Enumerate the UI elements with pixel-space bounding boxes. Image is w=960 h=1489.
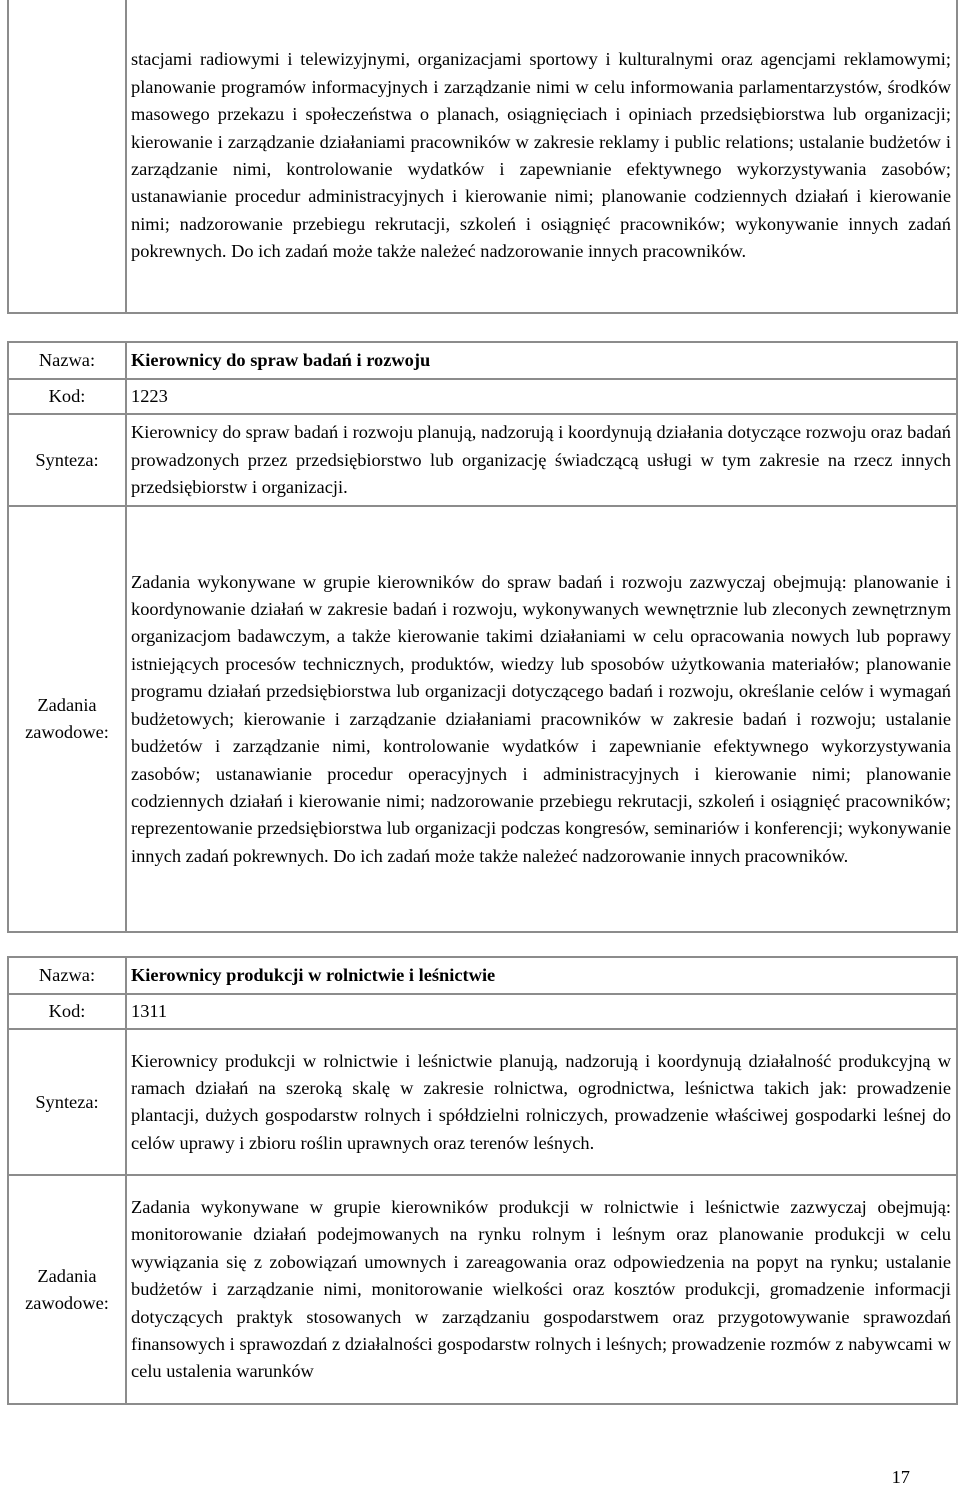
- continuation-text: stacjami radiowymi i telewizyjnymi, organizacjami sportowy i kulturalnymi oraz agencjami reklamowymi; planowanie programów informacyjnych i zarządzanie nimi w celu informowania parlamentarzystów, środków masowego przekazu i społeczeństwa o planach, osiągnięciach i opiniach przedsiębiorstwa lub organizacji; kierowanie i zarządzanie działaniami pracowników w zakresie reklamy i public relations; ustalanie budżetów i zarządzanie nimi, kontrolowanie wydatków i zapewnianie efektywnego wykorzystywania zasobów; ustanawianie procedur administracyjnych i kierowanie nimi; planowanie codziennych działań i kierowanie nimi; nadzorowanie przebiegu rekrutacji, szkoleń i osiągnięć pracowników; wykonywanie innych zadań pokrewnych. Do ich zadań może także należeć nadzorowanie innych pracowników.: [126, 0, 957, 313]
- tasks-label-line1: Zadania: [37, 1265, 97, 1286]
- synthesis-text: Kierownicy produkcji w rolnictwie i leśnictwie planują, nadzorują i koordynują działalność produkcyjną w ramach działań na szeroką skalę w zakresie rolnictwa, ogrodnictwa, leśnictwa takich jak: prowadzenie plantacji, dużych gospodarstw rolnych i spółdzielni rolniczych, prowadzenie właściwej gospodarki leśnej do celów uprawy i zbioru roślin uprawnych oraz terenów leśnych.: [126, 1029, 957, 1175]
- tasks-label-line2: zawodowe:: [25, 722, 109, 743]
- name-label: Nazwa:: [8, 957, 126, 994]
- code-label: Kod:: [8, 379, 126, 414]
- synthesis-label: Synteza:: [8, 1029, 126, 1175]
- name-label: Nazwa:: [8, 342, 126, 379]
- synthesis-label: Synteza:: [8, 414, 126, 506]
- tasks-label: [8, 506, 126, 932]
- occupation-name: Kierownicy do spraw badań i rozwoju: [126, 342, 957, 379]
- tasks-text: Zadania wykonywane w grupie kierowników produkcji w rolnictwie i leśnictwie zazwyczaj obejmują: monitorowanie działań podejmowanych na rynku rolnym i leśnym oraz planowanie produkcji w celu wywiązania się z zobowiązań umownych i zareagowania oraz odpowiedzenia na popyt na rynku; ustalanie budżetów i zarządzanie nimi, monitorowanie wielkości oraz kosztów produkcji, gromadzenie informacji dotyczących praktyk stosowanych w zarządzaniu gospodarstwem oraz przygotowywanie sprawozdań finansowych i sprawozdań z działalności gospodarstw rolnych i leśnych; prowadzenie rozmów z nabywcami w celu ustalenia warunków: [126, 1175, 957, 1404]
- page-number: 17: [891, 1467, 910, 1487]
- occupation-code: 1223: [126, 379, 957, 414]
- tasks-label: [8, 1175, 126, 1404]
- occupation-table-1311: [7, 956, 958, 1405]
- tasks-label-line1: Zadania: [37, 695, 97, 715]
- continuation-table: [7, 0, 958, 314]
- synthesis-text: Kierownicy do spraw badań i rozwoju planują, nadzorują i koordynują działania dotyczące rozwoju oraz badań prowadzonych przez przedsiębiorstwo lub organizację świadczącą usługi w tym zakresie na rzecz innych przedsiębiorstw i organizacji.: [126, 414, 957, 506]
- occupation-code: 1311: [126, 994, 957, 1029]
- occupation-table-1223: [7, 341, 958, 933]
- code-label: Kod:: [8, 994, 126, 1029]
- occupation-name: Kierownicy produkcji w rolnictwie i leśnictwie: [126, 957, 957, 994]
- tasks-label-line2: zawodowe:: [25, 1292, 109, 1313]
- empty-label-cell: [8, 0, 126, 313]
- tasks-text: Zadania wykonywane w grupie kierowników do spraw badań i rozwoju zazwyczaj obejmują: planowanie i koordynowanie działań w zakresie badań i rozwoju, wykonywanych wewnętrznie lub zleconych zewnętrznym organizacjom badawczym, a także kierowanie takimi działaniami w celu opracowania nowych lub poprawy istniejących procesów technicznych, produktów, wiedzy lub sposobów użytkowania materiałów; planowanie programu działań przedsiębiorstwa lub organizacji dotyczącego badań i rozwoju, określanie celów i wymagań budżetowych; kierowanie i zarządzanie działaniami pracowników w zakresie badań i rozwoju; ustalanie budżetów i zarządzanie nimi, kontrolowanie wydatków i zapewnianie efektywnego wykorzystywania zasobów; ustanawianie procedur operacyjnych i administracyjnych i kierowanie nimi; planowanie codziennych działań i kierowanie nimi; nadzorowanie przebiegu rekrutacji, szkoleń i osiągnięć pracowników; reprezentowanie przedsiębiorstwa lub organizacji podczas kongresów, seminariów i konferencji; wykonywanie innych zadań pokrewnych. Do ich zadań może także należeć nadzorowanie innych pracowników.: [126, 506, 957, 932]
